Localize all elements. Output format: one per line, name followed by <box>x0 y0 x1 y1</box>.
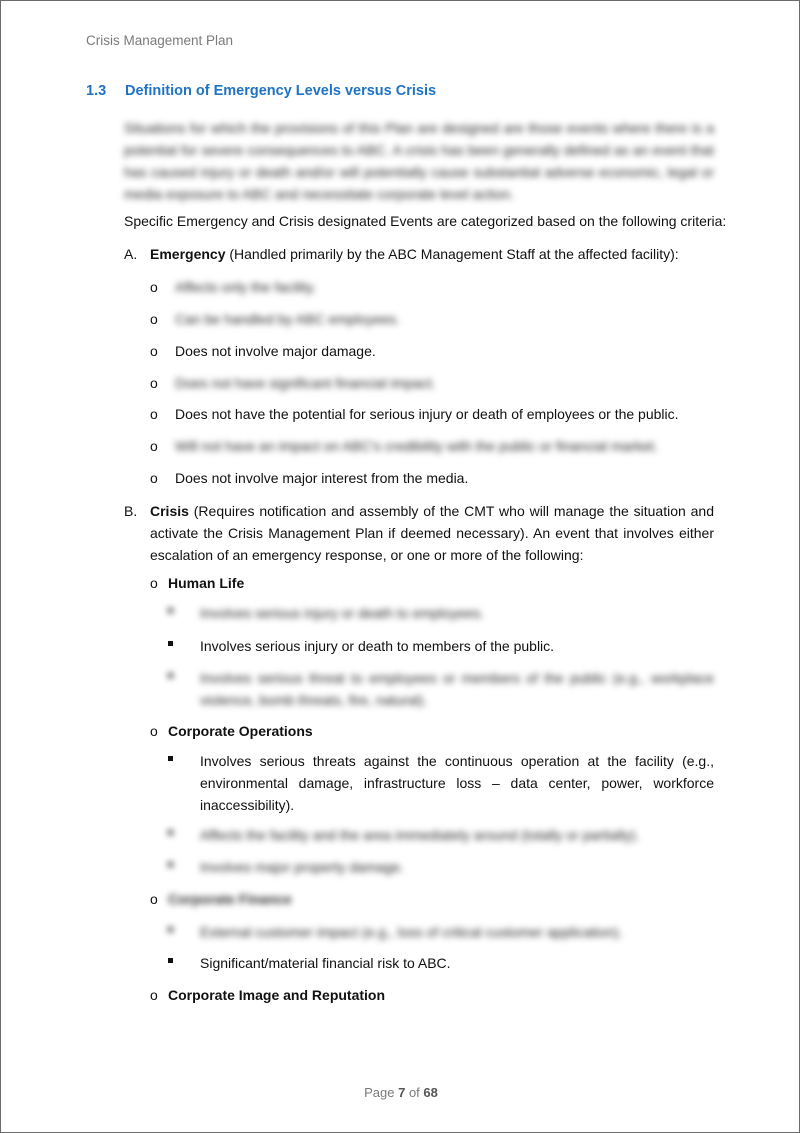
group-title <box>168 720 313 742</box>
group-title-text: Corporate Finance <box>168 891 292 907</box>
list-item: Involves major property damage. <box>200 859 404 875</box>
bullet-marker: o <box>150 575 158 591</box>
group-title-text: Corporate Operations <box>168 723 313 739</box>
running-header: Crisis Management Plan <box>86 33 234 48</box>
section-heading <box>86 83 436 99</box>
bullet-marker: o <box>150 375 158 391</box>
crisis-heading <box>150 500 714 566</box>
group-title <box>168 984 385 1006</box>
emergency-label: Emergency <box>150 246 226 262</box>
square-bullet <box>168 608 173 613</box>
bullet-marker: o <box>150 470 158 486</box>
square-bullet <box>168 673 173 678</box>
total-pages: 68 <box>423 1085 438 1100</box>
bullet-marker: o <box>150 406 158 422</box>
square-bullet <box>168 830 173 835</box>
bullet-marker: o <box>150 311 158 327</box>
list-item: Affects only the facility. <box>175 279 317 295</box>
bullet-marker: o <box>150 723 158 739</box>
bullet-marker: o <box>150 987 158 1003</box>
list-item: Does not have significant financial impact. <box>175 375 436 391</box>
criteria-line: Specific Emergency and Crisis designated Events are categorized based on the following criteria: <box>124 213 727 229</box>
crisis-desc: (Requires notification and assembly of the CMT who will manage the situation and activate the Crisis Management Plan if deemed necessary). An event that involves either escalation of an emergency response, or one or more of the following: <box>150 503 714 563</box>
emergency-letter: A. <box>124 246 138 262</box>
group-title <box>168 888 292 910</box>
current-page: 7 <box>398 1085 406 1100</box>
intro-paragraph: Situations for which the provisions of this Plan are designed are those events where there is a potential for severe consequences to ABC. A crisis has been generally defined as an event that has caused injury or death and/or will potentially cause substantial adverse economic, legal or media exposure to ABC and necessitate corporate level action. <box>124 120 714 202</box>
square-bullet <box>168 927 173 932</box>
group-title <box>168 572 244 594</box>
list-item: Involves serious threats against the continuous operation at the facility (e.g., environmental damage, infrastructure loss – data center, power, workforce inaccessibility). <box>200 753 714 813</box>
list-item: External customer impact (e.g., loss of critical customer application). <box>200 924 623 940</box>
list-item: Will not have an impact on ABC's credibility with the public or financial market. <box>175 438 658 454</box>
crisis-label: Crisis <box>150 503 189 519</box>
section-title: Definition of Emergency Levels versus Crisis <box>125 83 437 99</box>
page-footer <box>1 1085 800 1100</box>
list-item: Involves serious injury or death to members of the public. <box>200 638 555 654</box>
group-title-text: Human Life <box>168 575 245 591</box>
square-bullet <box>168 862 173 867</box>
list-item: Involves serious injury or death to employees. <box>200 605 485 621</box>
list-item: Does not involve major damage. <box>175 343 376 359</box>
crisis-letter: B. <box>124 503 138 519</box>
list-item: Does not have the potential for serious injury or death of employees or the public. <box>175 406 679 422</box>
bullet-marker: o <box>150 343 158 359</box>
list-item: Significant/material financial risk to ABC. <box>200 955 451 971</box>
bullet-marker: o <box>150 891 158 907</box>
list-item: Affects the facility and the area immediately around (totally or partially). <box>200 827 640 843</box>
bullet-marker: o <box>150 279 158 295</box>
emergency-desc: (Handled primarily by the ABC Management Staff at the affected facility): <box>225 246 679 262</box>
emergency-heading <box>150 243 720 265</box>
group-title-text: Corporate Image and Reputation <box>168 987 386 1003</box>
list-item: Can be handled by ABC employees. <box>175 311 400 327</box>
list-item: Involves serious threat to employees or members of the public (e.g., workplace violence, bomb threats, fire, natural). <box>200 670 714 708</box>
list-item: Does not involve major interest from the media. <box>175 470 469 486</box>
square-bullet <box>168 958 173 963</box>
bullet-marker: o <box>150 438 158 454</box>
square-bullet <box>168 756 173 761</box>
square-bullet <box>168 641 173 646</box>
footer-prefix: Page <box>364 1085 399 1100</box>
footer-sep: of <box>405 1085 424 1100</box>
section-number: 1.3 <box>86 83 107 99</box>
